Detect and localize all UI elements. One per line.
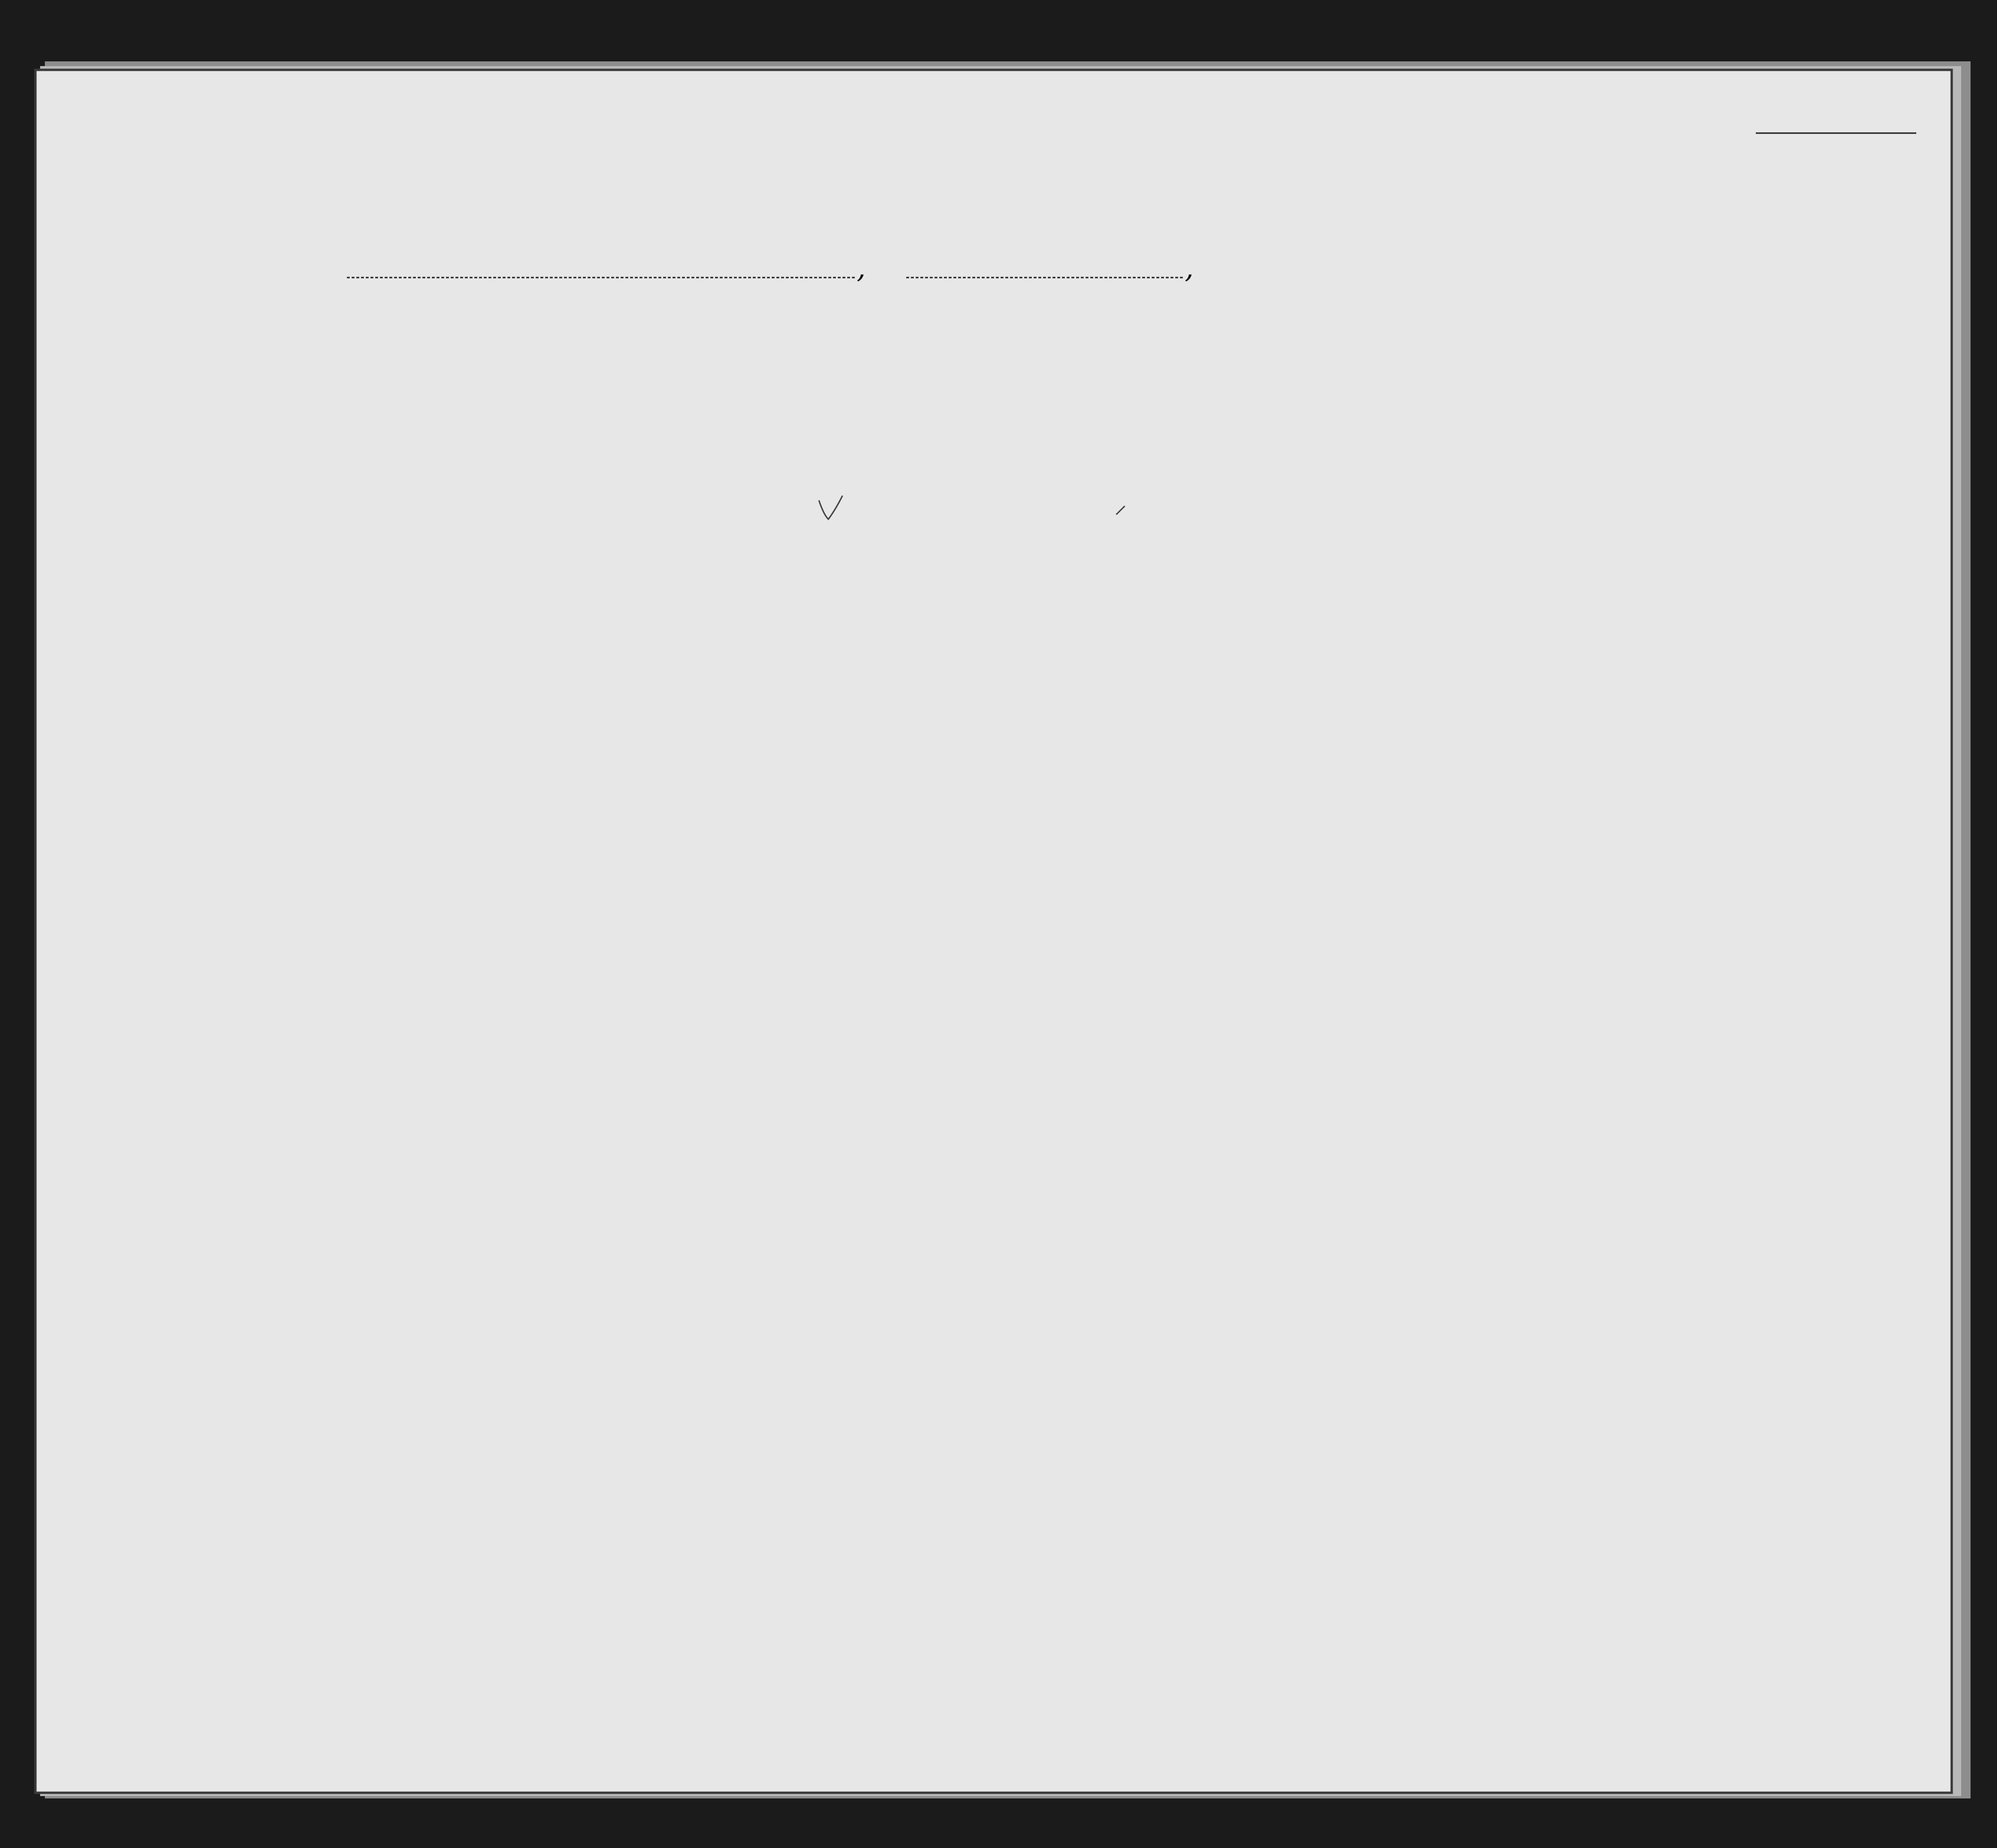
svg-text:,: , <box>1185 252 1194 285</box>
svg-text:,: , <box>857 252 866 285</box>
paper-sheet <box>35 70 1952 1793</box>
